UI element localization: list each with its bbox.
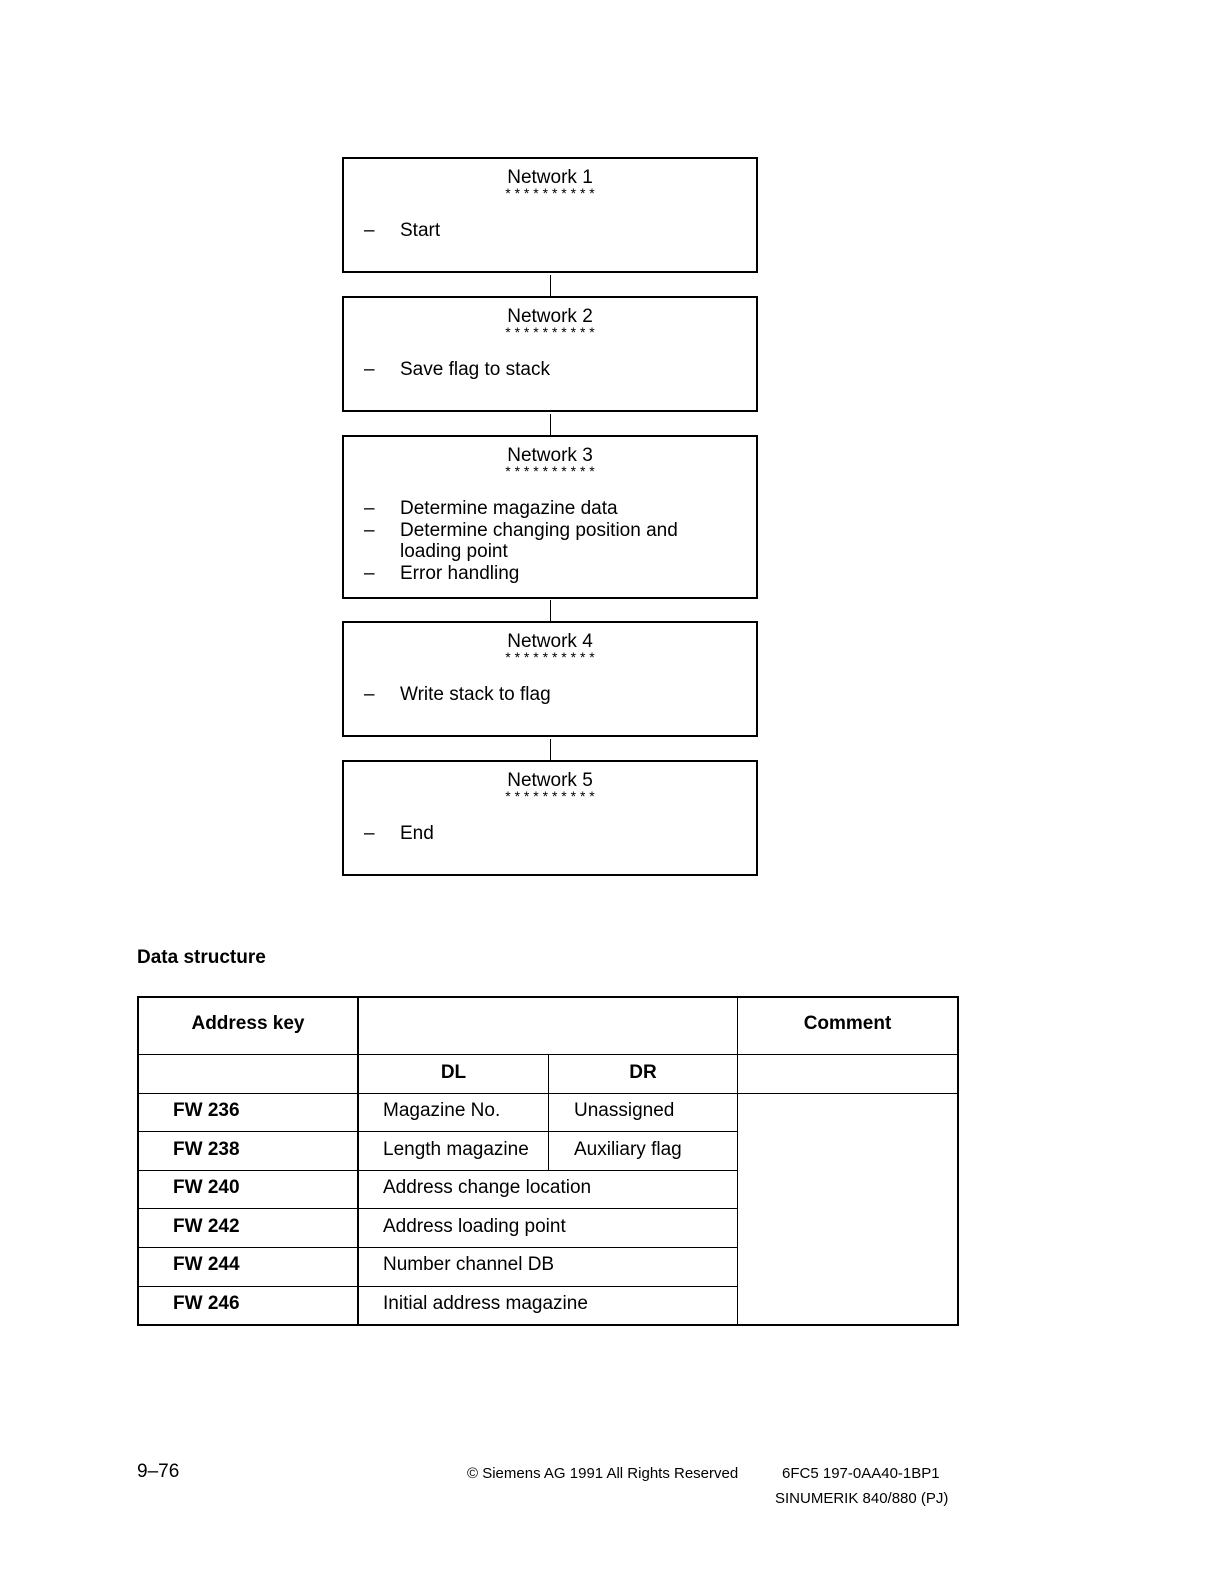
network-item xyxy=(364,520,746,542)
network-item xyxy=(364,220,746,242)
table-border-right xyxy=(957,996,959,1326)
network-title: Network 4 xyxy=(507,631,593,652)
header-dl: DL xyxy=(440,1062,467,1083)
network-box-4 xyxy=(342,621,758,737)
network-item xyxy=(364,563,746,585)
network-items xyxy=(364,823,746,845)
table-cell-dr: Unassigned xyxy=(574,1100,675,1121)
table-row-key: FW 240 xyxy=(173,1177,240,1198)
table-col-divider xyxy=(357,996,359,1326)
dash-bullet: – xyxy=(364,562,375,584)
header-comment: Comment xyxy=(803,1013,892,1034)
connector-line xyxy=(550,600,551,621)
product-name: SINUMERIK 840/880 (PJ) xyxy=(775,1490,949,1507)
dash-bullet: – xyxy=(364,359,375,380)
network-box-5 xyxy=(342,760,758,876)
table-cell-merged: Address change location xyxy=(383,1177,592,1198)
network-item-text: Save flag to stack xyxy=(400,359,550,380)
network-stars: * * * * * * * * * * xyxy=(505,463,595,479)
table-cell-dl: Magazine No. xyxy=(383,1100,501,1121)
table-row-key: FW 244 xyxy=(173,1254,240,1275)
network-stars: * * * * * * * * * * xyxy=(505,649,595,665)
connector-line xyxy=(550,275,551,296)
network-items xyxy=(364,220,746,242)
table-cell-merged: Initial address magazine xyxy=(383,1293,588,1314)
network-item xyxy=(364,684,746,706)
network-item-text: End xyxy=(400,823,434,844)
network-title: Network 3 xyxy=(507,445,593,466)
table-border-top xyxy=(137,996,959,998)
header-address-key: Address key xyxy=(191,1013,305,1034)
dash-bullet: – xyxy=(364,823,375,844)
table-row-divider xyxy=(137,1093,959,1094)
connector-line xyxy=(550,414,551,435)
network-item xyxy=(364,359,746,381)
table-row-key: FW 238 xyxy=(173,1139,240,1160)
table-row-divider xyxy=(137,1208,738,1209)
network-box-1 xyxy=(342,157,758,273)
table-row-key: FW 236 xyxy=(173,1100,240,1121)
table-border-bottom xyxy=(137,1324,959,1326)
table-row-divider xyxy=(137,1131,738,1132)
network-stars: * * * * * * * * * * xyxy=(505,185,595,201)
dash-bullet xyxy=(364,541,400,563)
order-number: 6FC5 197-0AA40-1BP1 xyxy=(782,1465,940,1482)
section-title: Data structure xyxy=(137,947,266,968)
network-title: Network 5 xyxy=(507,770,593,791)
dash-bullet: – xyxy=(364,220,375,241)
network-item xyxy=(364,541,746,563)
table-cell-dr: Auxiliary flag xyxy=(574,1139,682,1160)
network-items xyxy=(364,684,746,706)
network-item-text: loading point xyxy=(400,541,508,562)
table-cell-merged: Number channel DB xyxy=(383,1254,555,1275)
dash-bullet: – xyxy=(364,519,375,541)
table-row-divider xyxy=(137,1286,738,1287)
table-col-divider xyxy=(737,996,738,1326)
network-item-text: Start xyxy=(400,220,441,241)
table-border-left xyxy=(137,996,139,1326)
connector-line xyxy=(550,739,551,760)
network-box-3 xyxy=(342,435,758,599)
table-cell-dl: Length magazine xyxy=(383,1139,529,1160)
table-row-divider xyxy=(137,1247,738,1248)
table-cell-merged: Address loading point xyxy=(383,1216,566,1237)
copyright-notice: © Siemens AG 1991 All Rights Reserved xyxy=(467,1465,739,1482)
network-item-text: Determine changing position and xyxy=(400,519,678,541)
table-row-key: FW 242 xyxy=(173,1216,240,1237)
network-item xyxy=(364,498,746,520)
table-row-divider xyxy=(137,1170,738,1171)
network-item xyxy=(364,823,746,845)
network-stars: * * * * * * * * * * xyxy=(505,788,595,804)
dash-bullet: – xyxy=(364,498,375,519)
network-items xyxy=(364,359,746,381)
network-item-text: Write stack to flag xyxy=(400,684,551,705)
network-title: Network 2 xyxy=(507,306,593,327)
network-item-text: Determine magazine data xyxy=(400,498,618,519)
network-title: Network 1 xyxy=(507,167,593,188)
page-number: 9–76 xyxy=(137,1461,180,1482)
network-stars: * * * * * * * * * * xyxy=(505,324,595,340)
dash-bullet: – xyxy=(364,684,375,705)
header-dr: DR xyxy=(629,1062,657,1083)
network-items xyxy=(364,498,746,584)
network-box-2 xyxy=(342,296,758,412)
table-row-key: FW 246 xyxy=(173,1293,240,1314)
network-item-text: Error handling xyxy=(400,562,520,584)
table-row-divider xyxy=(137,1054,959,1055)
